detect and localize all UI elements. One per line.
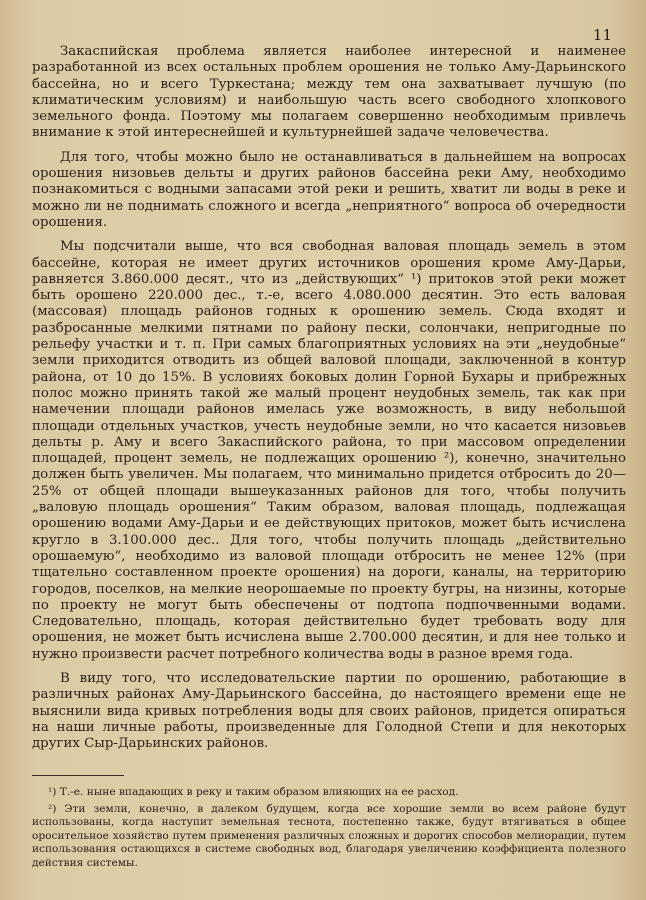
footnote-1: ¹) Т.-е. ныне впадающих в реку и таким образом влияющих на ее расход. xyxy=(48,786,459,798)
page-number: 11 xyxy=(592,26,612,44)
paragraph-2: Для того, чтобы можно было не останавливаться в дальнейшем на вопросах орошения низовьев дельты и других районов бассейна реки Аму, необходимо познакомиться с водными запасами этой реки и решить, хватит ли воды в реке и можно ли не поднимать сложного и всегда „неприятного“ вопроса об очередности орошения. xyxy=(32,149,626,230)
main-text xyxy=(32,44,626,760)
footnote-2: ²) Эти земли, конечно, в далеком будущем, когда все хорошие земли во всем районе будут использованы, когда наступит земельная теснота, постепенно также, будут втягиваться в общее оросительное хозяйство путем применения различных сложных и дорогих способов мелиорации, путем использования остающихся в системе свободных вод, благодаря увеличению коэффициента полезного действия системы. xyxy=(32,802,626,869)
paragraph-3: Мы подсчитали выше, что вся свободная валовая площадь земель в этом бассейне, которая не имеет других источников орошения кроме Аму-Дарьи, равняется 3.860.000 десят., что из „действующих“ ¹) притоков этой реки может быть орошено 220.000 дес., т.-е, всего 4.080.000 десятин. Это есть валовая (массовая) площадь районов годных к орошению земель. Сюда входят и разбросанные мелкими пятнами по району пески, солончаки, непригодные по рельефу участки и т. п. При самых благоприятных условиях на эти „неудобные“ земли приходится отводить из общей валовой площади, заключенной в контур района, от 10 до 15%. В условиях боковых долин Горной Бухары и прибрежных полос можно принять такой же малый процент неудобных земель, так как при намечении площади районов имелась уже возможность, в виду небольшой площади отдельных участков, учесть неудобные земли, но что касается низовьев дельты р. Аму и всего Закаспийского района, то при массовом определении площадей, процент земель, не подлежащих орошению ²), конечно, значительно должен быть увеличен. Мы полагаем, что минимально придется отбросить до 20—25% от общей площади вышеуказанных районов для того, чтобы получить „валовую площадь орошения“ Таким образом, валовая площадь, подлежащая орошению водами Аму-Дарьи и ее действующих притоков, может быть исчислена кругло в 3.100.000 дес.. Для того, чтобы получить площадь „действительно орошаемую“, необходимо из валовой площади отбросить не менее 12% (при тщательно составленном проекте орошения) на дороги, каналы, на территорию городов, поселков, на мелкие неорошаемые по проекту бугры, на низины, которые по проекту не могут быть обеспечены от подтопа подпочвенными водами. Следовательно, площадь, которая действительно будет требовать воду для орошения, не может быть исчислена выше 2.700.000 десятин, и для нее только и нужно произвести расчет потребного количества воды в разное время года. xyxy=(32,239,626,662)
paragraph-1: Закаспийская проблема является наиболее интересной и наименее разработанной из всех остальных проблем орошения не только Аму-Дарьинского бассейна, но и всего Туркестана; между тем она захватывает лучшую (по климатическим условиям) и наибольшую часть всего свободного хлопкового земельного фонда. Поэтому мы полагаем совершенно необходимым привлечь внимание к этой интереснейшей и культурнейшей задаче человечества. xyxy=(32,44,626,141)
paragraph-4: В виду того, что исследовательские партии по орошению, работающие в различных районах Аму-Дарьинского бассейна, до настоящего времени еще не выяснили вида кривых потребления воды для своих районов, придется опираться на наши личные работы, произведенные для Голодной Степи и для некоторых других Сыр-Дарьинских районов. xyxy=(32,670,626,752)
footnote-divider xyxy=(32,775,124,776)
footnotes xyxy=(32,786,626,874)
